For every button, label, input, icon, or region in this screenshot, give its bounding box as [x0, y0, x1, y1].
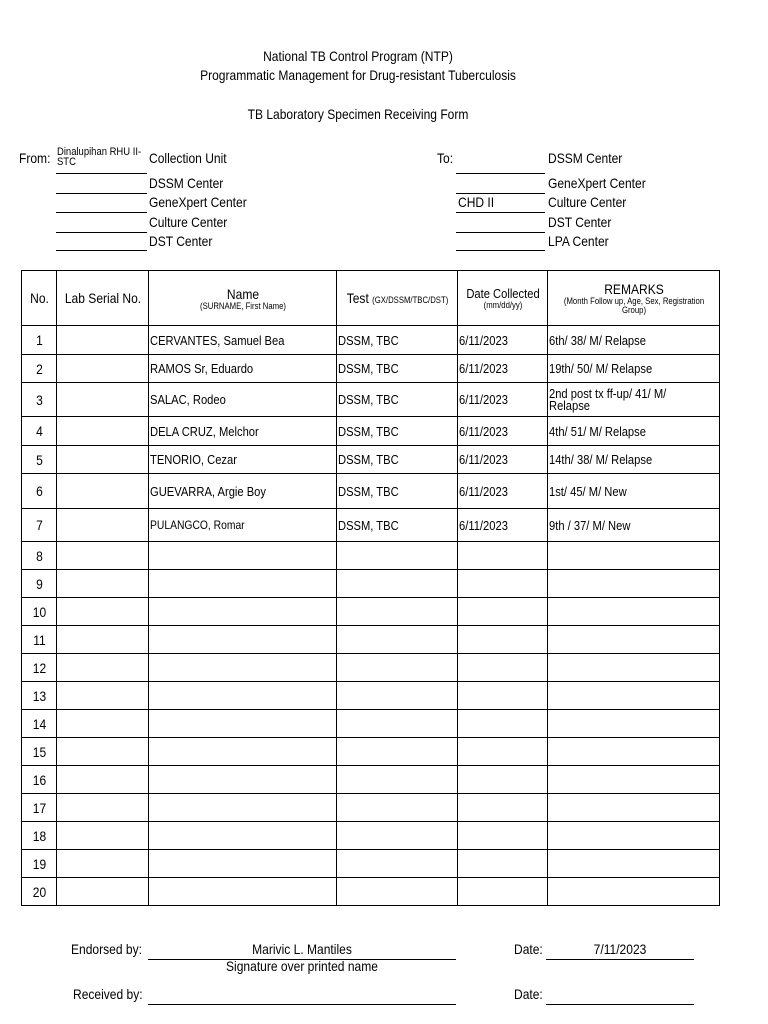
- form-title: TB Laboratory Specimen Receiving Form: [247, 106, 469, 122]
- from-option-culture: Culture Center: [149, 214, 228, 230]
- row-date-cell[interactable]: [458, 682, 548, 710]
- row-remarks-cell[interactable]: [548, 794, 720, 822]
- row-no-cell-text: 15: [32, 743, 47, 760]
- table-row: [22, 474, 720, 509]
- row-date-cell-text: 6/11/2023: [459, 483, 508, 499]
- row-name-cell[interactable]: [149, 509, 337, 542]
- from-line-3: [56, 212, 147, 213]
- row-remarks-cell[interactable]: [548, 682, 720, 710]
- to-label: To:: [437, 150, 454, 166]
- to-option-genexpert: GeneXpert Center: [548, 175, 646, 191]
- row-no-cell: [22, 446, 57, 474]
- header-name: [149, 271, 337, 326]
- row-date-cell[interactable]: [458, 383, 548, 417]
- table-row: [22, 446, 720, 474]
- table-row: [22, 766, 720, 794]
- row-remarks-cell[interactable]: [548, 738, 720, 766]
- row-test-cell[interactable]: [337, 598, 458, 626]
- from-value-text: Dinalupihan RHU II- STC: [57, 146, 142, 168]
- row-test-cell-text: DSSM, TBC: [338, 423, 399, 439]
- row-name-cell[interactable]: [149, 570, 337, 598]
- row-serial-cell[interactable]: [57, 822, 149, 850]
- row-remarks-cell[interactable]: [548, 570, 720, 598]
- row-remarks-cell[interactable]: [548, 509, 720, 542]
- row-no-cell: [22, 626, 57, 654]
- row-remarks-cell[interactable]: [548, 474, 720, 509]
- row-test-cell[interactable]: [337, 355, 458, 383]
- row-name-cell[interactable]: [149, 850, 337, 878]
- row-no-cell: [22, 766, 57, 794]
- row-serial-cell[interactable]: [57, 738, 149, 766]
- row-date-cell[interactable]: [458, 822, 548, 850]
- row-remarks-cell[interactable]: [548, 878, 720, 906]
- from-label: From:: [19, 150, 51, 166]
- row-test-cell[interactable]: [337, 654, 458, 682]
- row-no-cell-text: 20: [32, 883, 47, 900]
- row-remarks-cell[interactable]: [548, 542, 720, 570]
- from-line-1: [56, 173, 147, 174]
- row-test-cell[interactable]: [337, 822, 458, 850]
- row-test-cell[interactable]: [337, 542, 458, 570]
- from-value[interactable]: [57, 147, 143, 167]
- header-remarks-sub: (Month Follow up, Age, Sex, Registration Group): [563, 296, 705, 315]
- table-row: [22, 542, 720, 570]
- header-remarks: [548, 271, 720, 326]
- row-remarks-cell-text: 2nd post tx ff-up/ 41/ M/ Relapse: [549, 385, 667, 413]
- row-test-cell[interactable]: [337, 326, 458, 355]
- row-no-cell-text: 9: [36, 575, 43, 592]
- row-name-cell[interactable]: [149, 417, 337, 446]
- row-test-cell[interactable]: [337, 850, 458, 878]
- table-row: [22, 326, 720, 355]
- row-test-cell[interactable]: [337, 878, 458, 906]
- row-name-cell[interactable]: [149, 446, 337, 474]
- row-test-cell-text: DSSM, TBC: [338, 361, 399, 376]
- header-date: [458, 271, 548, 326]
- row-remarks-cell[interactable]: [548, 355, 720, 383]
- table-row: [22, 738, 720, 766]
- row-remarks-cell[interactable]: [548, 822, 720, 850]
- table-row: [22, 682, 720, 710]
- row-no-cell: [22, 355, 57, 383]
- row-remarks-cell-text: 4th/ 51/ M/ Relapse: [549, 423, 646, 439]
- row-name-cell-text: RAMOS Sr, Eduardo: [150, 361, 254, 376]
- row-remarks-cell[interactable]: [548, 654, 720, 682]
- table-row: [22, 598, 720, 626]
- endorsed-by-name[interactable]: Marivic L. Mantiles: [252, 941, 352, 957]
- row-test-cell[interactable]: [337, 570, 458, 598]
- row-remarks-cell[interactable]: [548, 766, 720, 794]
- row-name-cell[interactable]: [149, 355, 337, 383]
- to-option-culture: Culture Center: [548, 194, 627, 210]
- row-name-cell-text: CERVANTES, Samuel Bea: [150, 332, 285, 348]
- table-row: [22, 822, 720, 850]
- row-date-cell-text: 6/11/2023: [459, 361, 508, 376]
- row-date-cell[interactable]: [458, 509, 548, 542]
- row-name-cell-text: SALAC, Rodeo: [150, 392, 226, 407]
- row-date-cell[interactable]: [458, 626, 548, 654]
- row-test-cell[interactable]: [337, 626, 458, 654]
- header-test-sub: (GX/DSSM/TBC/DST): [372, 295, 449, 305]
- row-serial-cell[interactable]: [57, 654, 149, 682]
- table-row: [22, 710, 720, 738]
- to-option-dst: DST Center: [548, 214, 612, 230]
- row-test-cell-text: DSSM, TBC: [338, 392, 399, 407]
- row-test-cell[interactable]: [337, 682, 458, 710]
- row-serial-cell[interactable]: [57, 878, 149, 906]
- row-no-cell-text: 7: [36, 517, 43, 533]
- row-name-cell[interactable]: [149, 738, 337, 766]
- row-no-cell-text: 14: [32, 715, 47, 732]
- row-no-cell: [22, 509, 57, 542]
- row-no-cell: [22, 474, 57, 509]
- from-option-collection-unit: Collection Unit: [149, 150, 227, 166]
- row-serial-cell[interactable]: [57, 626, 149, 654]
- row-remarks-cell-text: 14th/ 38/ M/ Relapse: [549, 452, 653, 467]
- row-test-cell-text: DSSM, TBC: [338, 452, 399, 467]
- row-test-cell[interactable]: [337, 446, 458, 474]
- row-no-cell-text: 5: [36, 451, 43, 468]
- row-no-cell: [22, 383, 57, 417]
- row-serial-cell[interactable]: [57, 682, 149, 710]
- row-test-cell[interactable]: [337, 383, 458, 417]
- row-remarks-cell[interactable]: [548, 326, 720, 355]
- row-name-cell[interactable]: [149, 542, 337, 570]
- row-test-cell[interactable]: [337, 509, 458, 542]
- row-no-cell-text: 4: [36, 423, 43, 439]
- header-serial: Lab Serial No.: [57, 271, 149, 326]
- header-name-sub: (SURNAME, First Name): [199, 300, 286, 311]
- row-no-cell: [22, 850, 57, 878]
- row-remarks-cell-text: 1st/ 45/ M/ New: [549, 483, 627, 499]
- row-test-cell-text: DSSM, TBC: [338, 483, 399, 499]
- endorsed-by-label: Endorsed by:: [71, 941, 142, 957]
- row-no-cell: [22, 326, 57, 355]
- row-serial-cell[interactable]: [57, 446, 149, 474]
- row-serial-cell[interactable]: [57, 570, 149, 598]
- row-date-cell[interactable]: [458, 654, 548, 682]
- row-remarks-cell-text: 6th/ 38/ M/ Relapse: [549, 332, 646, 348]
- row-serial-cell[interactable]: [57, 794, 149, 822]
- row-remarks-cell[interactable]: [548, 850, 720, 878]
- row-date-cell[interactable]: [458, 850, 548, 878]
- header-no: No.: [22, 271, 57, 326]
- to-line-5: [456, 250, 545, 251]
- row-no-cell-text: 12: [32, 659, 47, 676]
- row-date-cell[interactable]: [458, 417, 548, 446]
- row-no-cell: [22, 878, 57, 906]
- row-date-cell[interactable]: [458, 794, 548, 822]
- table-header-row: [22, 271, 720, 326]
- row-serial-cell[interactable]: [57, 474, 149, 509]
- row-no-cell: [22, 738, 57, 766]
- row-no-cell-text: 2: [36, 360, 43, 377]
- table-row: [22, 794, 720, 822]
- row-remarks-cell[interactable]: [548, 446, 720, 474]
- row-no-cell-text: 18: [32, 827, 47, 844]
- row-name-cell[interactable]: [149, 682, 337, 710]
- table-row: [22, 878, 720, 906]
- row-test-cell[interactable]: [337, 417, 458, 446]
- row-test-cell[interactable]: [337, 738, 458, 766]
- row-no-cell-text: 13: [32, 687, 47, 704]
- table-row: [22, 383, 720, 417]
- row-no-cell: [22, 598, 57, 626]
- to-option-lpa: LPA Center: [548, 233, 609, 249]
- endorsed-date-value[interactable]: 7/11/2023: [593, 941, 647, 957]
- row-no-cell: [22, 682, 57, 710]
- row-no-cell: [22, 822, 57, 850]
- from-line-4: [56, 232, 147, 233]
- row-name-cell-text: PULANGCO, Romar: [150, 518, 245, 532]
- row-name-cell-text: DELA CRUZ, Melchor: [150, 423, 259, 439]
- table-row: [22, 850, 720, 878]
- row-date-cell[interactable]: [458, 766, 548, 794]
- row-no-cell: [22, 710, 57, 738]
- row-remarks-cell[interactable]: [548, 383, 720, 417]
- row-name-cell[interactable]: [149, 626, 337, 654]
- row-name-cell[interactable]: [149, 710, 337, 738]
- row-remarks-cell[interactable]: [548, 710, 720, 738]
- received-date-label: Date:: [514, 986, 543, 1002]
- row-date-cell-text: 6/11/2023: [459, 392, 508, 407]
- row-test-cell[interactable]: [337, 794, 458, 822]
- row-no-cell-text: 8: [36, 547, 43, 564]
- row-date-cell[interactable]: [458, 326, 548, 355]
- row-name-cell[interactable]: [149, 766, 337, 794]
- row-test-cell[interactable]: [337, 474, 458, 509]
- to-line-1: [456, 173, 545, 174]
- row-name-cell[interactable]: [149, 383, 337, 417]
- table-row: [22, 355, 720, 383]
- row-name-cell[interactable]: [149, 878, 337, 906]
- header-test-label: Test: [346, 290, 369, 306]
- row-no-cell: [22, 654, 57, 682]
- row-no-cell-text: 16: [32, 771, 47, 788]
- row-no-cell: [22, 417, 57, 446]
- row-remarks-cell[interactable]: [548, 626, 720, 654]
- row-test-cell[interactable]: [337, 710, 458, 738]
- row-name-cell[interactable]: [149, 598, 337, 626]
- program-subtitle: Programmatic Management for Drug-resistant Tuberculosis: [200, 67, 516, 83]
- row-serial-cell[interactable]: [57, 850, 149, 878]
- table-row: [22, 654, 720, 682]
- to-option-dssm: DSSM Center: [548, 150, 623, 166]
- row-no-cell-text: 19: [32, 855, 47, 872]
- row-no-cell-text: 17: [32, 799, 47, 816]
- row-test-cell-text: DSSM, TBC: [338, 517, 399, 533]
- row-serial-cell[interactable]: [57, 766, 149, 794]
- row-date-cell[interactable]: [458, 542, 548, 570]
- row-date-cell-text: 6/11/2023: [459, 452, 508, 467]
- row-no-cell-text: 1: [36, 332, 43, 348]
- table-row: [22, 626, 720, 654]
- header-name-label: Name: [226, 285, 260, 302]
- row-date-cell-text: 6/11/2023: [459, 517, 508, 533]
- row-serial-cell[interactable]: [57, 598, 149, 626]
- row-serial-cell[interactable]: [57, 326, 149, 355]
- received-date-line[interactable]: [546, 1004, 694, 1005]
- row-no-cell: [22, 542, 57, 570]
- row-no-cell-text: 3: [36, 391, 43, 408]
- table-row: [22, 570, 720, 598]
- header-date-label: Date Collected: [466, 286, 540, 301]
- table-row: [22, 509, 720, 542]
- row-no-cell: [22, 570, 57, 598]
- table-row: [22, 417, 720, 446]
- row-name-cell[interactable]: [149, 474, 337, 509]
- row-date-cell[interactable]: [458, 446, 548, 474]
- received-by-label: Received by:: [73, 986, 143, 1002]
- row-name-cell-text: TENORIO, Cezar: [150, 452, 237, 467]
- header-remarks-label: REMARKS: [604, 281, 664, 297]
- to-value[interactable]: CHD II: [458, 194, 495, 210]
- header-test: [337, 271, 458, 326]
- header-date-sub: (mm/dd/yy): [483, 300, 523, 310]
- row-test-cell[interactable]: [337, 766, 458, 794]
- specimen-table: [21, 270, 720, 906]
- row-serial-cell[interactable]: [57, 383, 149, 417]
- row-no-cell-text: 11: [33, 631, 46, 648]
- from-line-5: [56, 250, 147, 251]
- row-remarks-cell-text: 19th/ 50/ M/ Relapse: [549, 361, 653, 376]
- from-option-dssm: DSSM Center: [149, 175, 224, 191]
- row-date-cell[interactable]: [458, 878, 548, 906]
- endorsed-date-line: [546, 959, 694, 960]
- row-date-cell-text: 6/11/2023: [459, 423, 508, 439]
- from-option-dst: DST Center: [149, 233, 213, 249]
- row-serial-cell[interactable]: [57, 542, 149, 570]
- row-serial-cell[interactable]: [57, 509, 149, 542]
- row-remarks-cell[interactable]: [548, 417, 720, 446]
- received-by-line[interactable]: [148, 1004, 456, 1005]
- endorsed-date-label: Date:: [514, 941, 543, 957]
- row-name-cell[interactable]: [149, 822, 337, 850]
- to-line-4: [456, 232, 545, 233]
- row-date-cell[interactable]: [458, 474, 548, 509]
- to-line-3: [456, 212, 545, 213]
- row-serial-cell[interactable]: [57, 355, 149, 383]
- row-serial-cell[interactable]: [57, 710, 149, 738]
- row-date-cell[interactable]: [458, 355, 548, 383]
- row-date-cell[interactable]: [458, 570, 548, 598]
- row-date-cell-text: 6/11/2023: [459, 332, 508, 348]
- row-name-cell-text: GUEVARRA, Argie Boy: [150, 483, 266, 499]
- row-date-cell[interactable]: [458, 598, 548, 626]
- from-option-genexpert: GeneXpert Center: [149, 194, 247, 210]
- row-no-cell-text: 6: [36, 483, 43, 499]
- row-no-cell-text: 10: [32, 603, 47, 620]
- signature-caption: Signature over printed name: [226, 958, 378, 974]
- from-line-2: [56, 193, 147, 194]
- row-remarks-cell-text: 9th / 37/ M/ New: [549, 517, 631, 533]
- row-name-cell[interactable]: [149, 794, 337, 822]
- row-name-cell[interactable]: [149, 326, 337, 355]
- row-no-cell: [22, 794, 57, 822]
- row-date-cell[interactable]: [458, 710, 548, 738]
- row-name-cell[interactable]: [149, 654, 337, 682]
- row-test-cell-text: DSSM, TBC: [338, 332, 399, 348]
- row-date-cell[interactable]: [458, 738, 548, 766]
- row-remarks-cell[interactable]: [548, 598, 720, 626]
- program-title: National TB Control Program (NTP): [263, 48, 453, 64]
- row-serial-cell[interactable]: [57, 417, 149, 446]
